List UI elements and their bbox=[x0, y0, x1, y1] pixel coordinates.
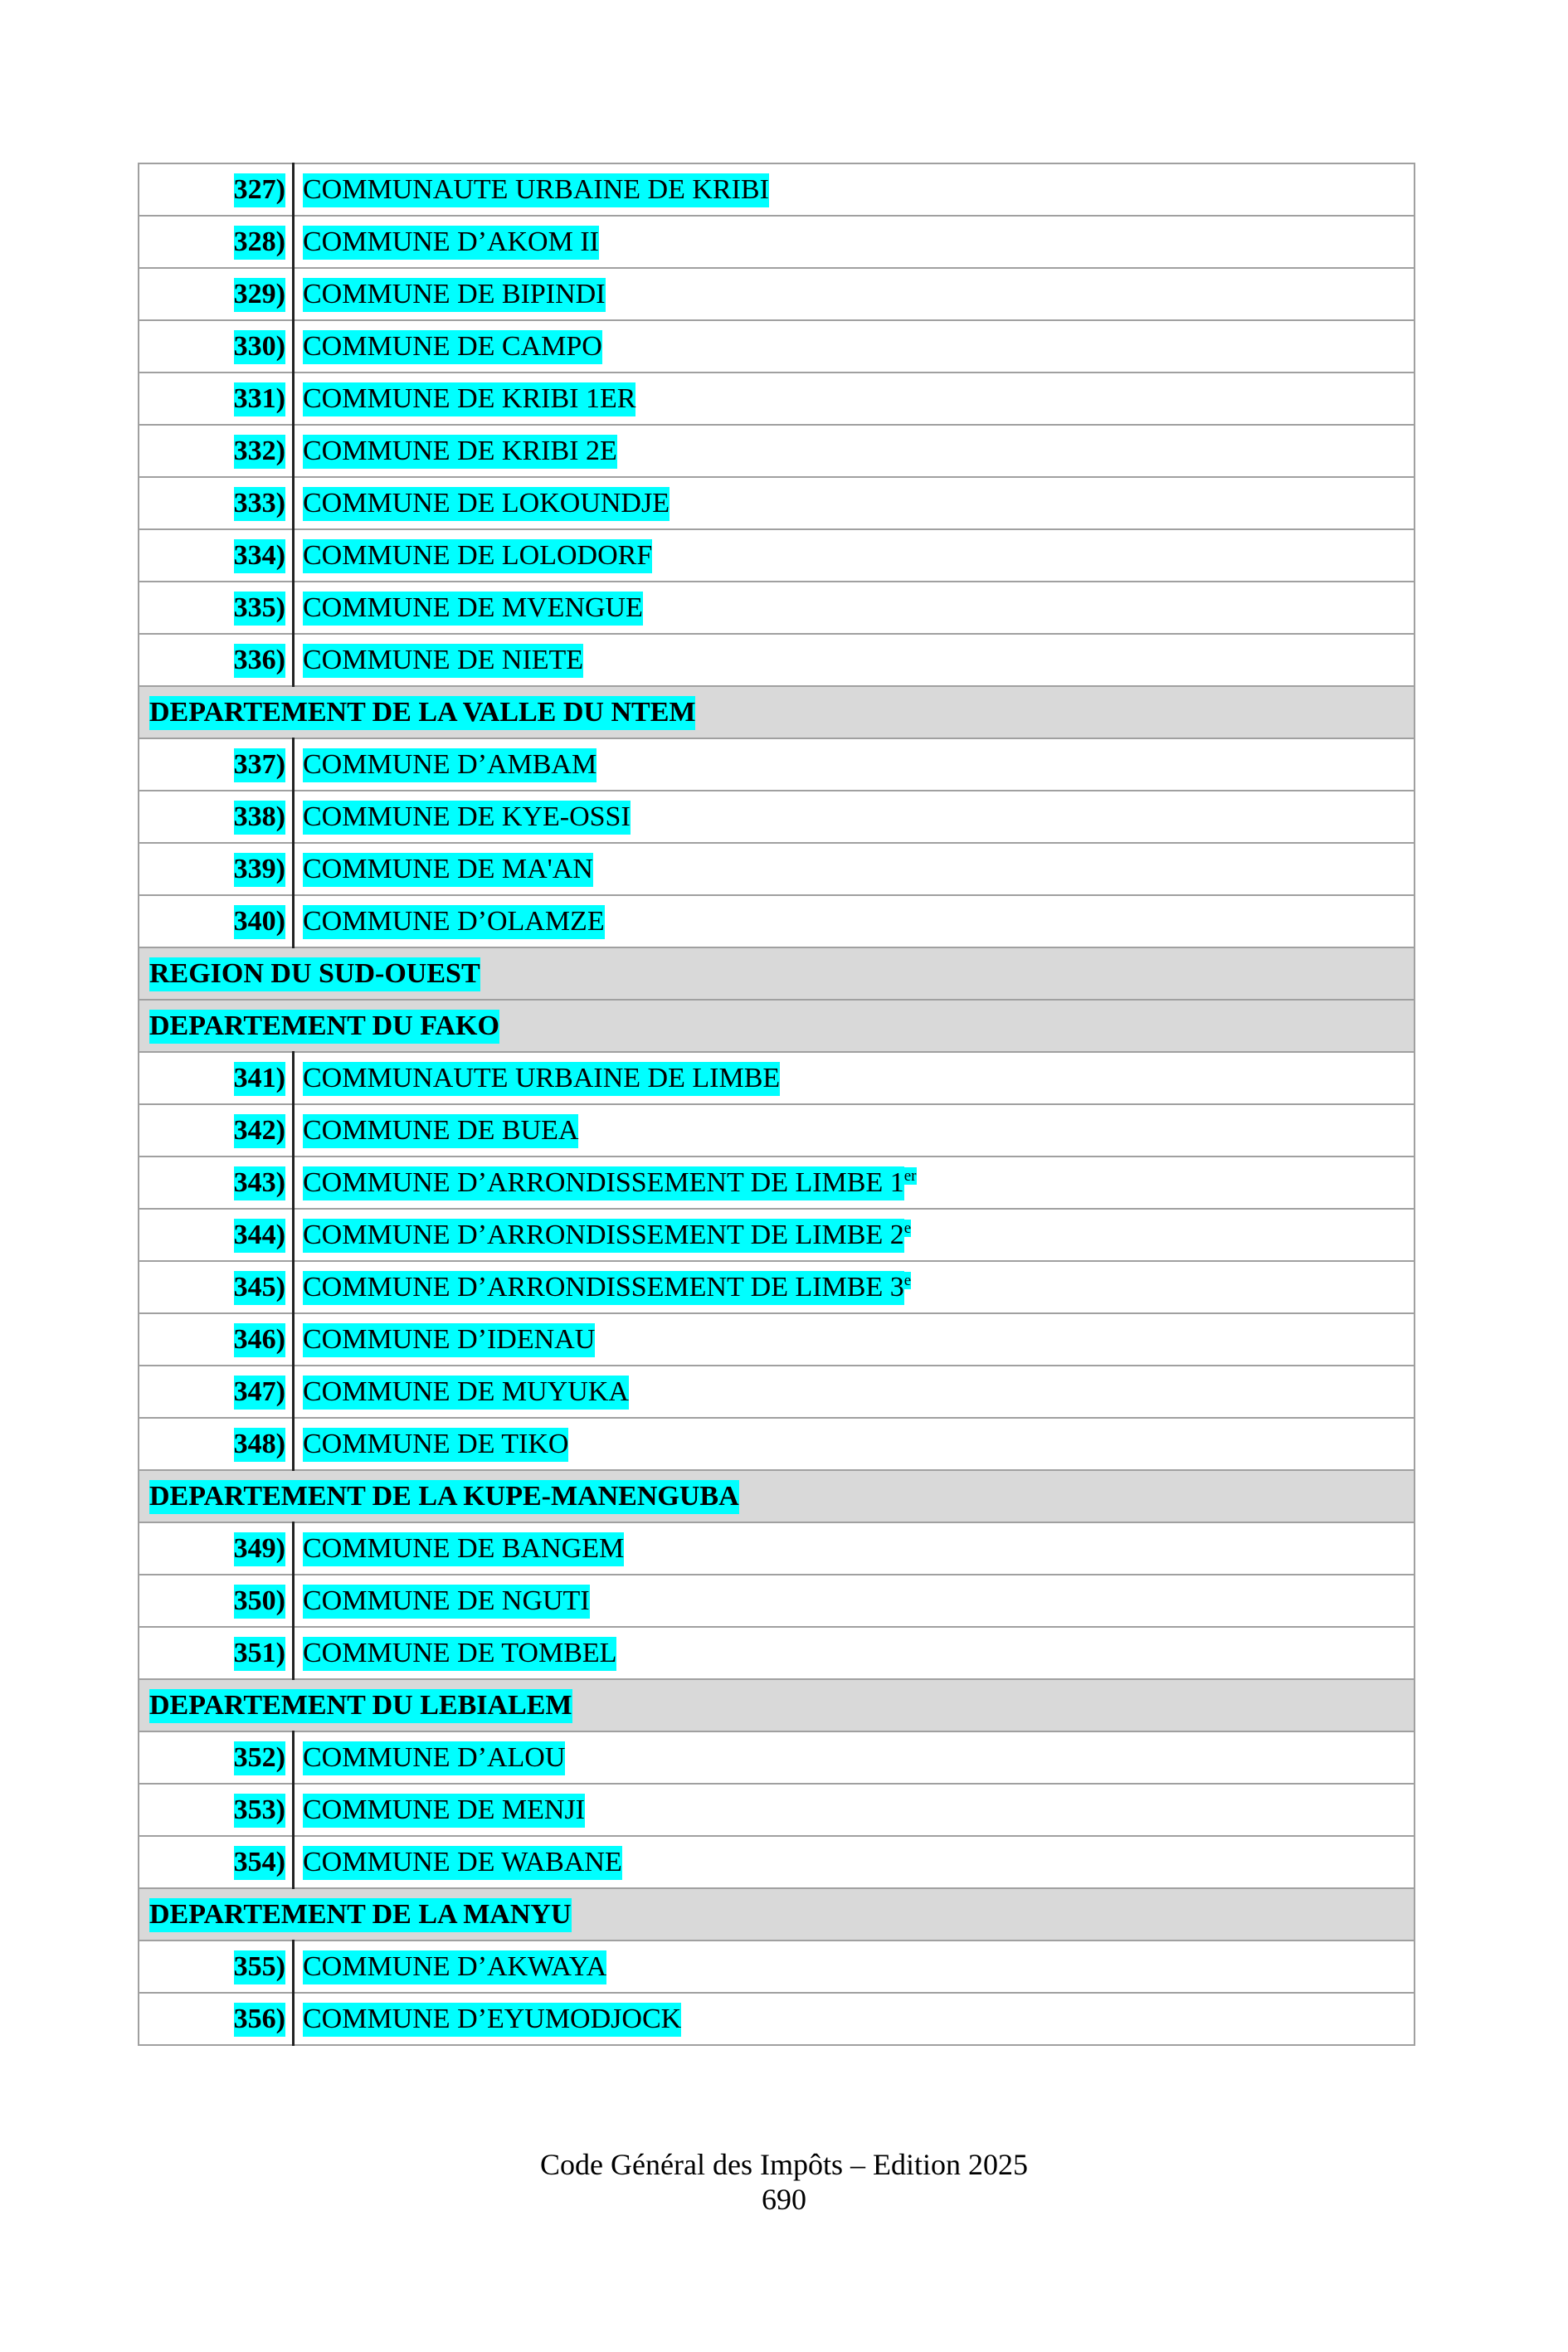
row-number: 352) bbox=[234, 1741, 285, 1775]
row-number: 335) bbox=[234, 592, 285, 626]
ordinal-suffix: e bbox=[903, 1220, 912, 1238]
section-header-cell bbox=[139, 1000, 1415, 1052]
commune-name-cell bbox=[294, 1157, 1415, 1209]
commune-name: COMMUNE D’IDENAU bbox=[303, 1323, 595, 1357]
commune-name: COMMUNE DE LOKOUNDJE bbox=[303, 487, 670, 521]
section-header-text: DEPARTEMENT DE LA KUPE-MANENGUBA bbox=[149, 1480, 739, 1514]
table-row bbox=[139, 1261, 1415, 1313]
commune-name-cell bbox=[294, 216, 1415, 268]
commune-name: COMMUNE DE BUEA bbox=[303, 1114, 578, 1148]
commune-name: COMMUNE D’ARRONDISSEMENT DE LIMBE 2 bbox=[303, 1219, 904, 1253]
table-row bbox=[139, 1993, 1415, 2045]
table-row bbox=[139, 1731, 1415, 1784]
commune-name: COMMUNE DE MENJI bbox=[303, 1794, 585, 1828]
row-number: 353) bbox=[234, 1794, 285, 1828]
row-number: 354) bbox=[234, 1846, 285, 1880]
commune-name: COMMUNE DE BANGEM bbox=[303, 1532, 624, 1566]
table-row bbox=[139, 477, 1415, 529]
row-number-cell bbox=[139, 1418, 294, 1470]
commune-name-cell bbox=[294, 1731, 1415, 1784]
commune-name: COMMUNE D’EYUMODJOCK bbox=[303, 2003, 681, 2037]
row-number-cell bbox=[139, 1313, 294, 1366]
commune-name-cell bbox=[294, 163, 1415, 216]
table-row bbox=[139, 425, 1415, 477]
row-number: 342) bbox=[234, 1114, 285, 1148]
communes-table bbox=[138, 163, 1415, 2046]
commune-name-cell bbox=[294, 791, 1415, 843]
commune-name: COMMUNAUTE URBAINE DE LIMBE bbox=[303, 1062, 780, 1096]
row-number-cell bbox=[139, 1993, 294, 2045]
row-number-cell bbox=[139, 529, 294, 582]
row-number-cell bbox=[139, 843, 294, 895]
row-number-cell bbox=[139, 320, 294, 373]
row-number: 341) bbox=[234, 1062, 285, 1096]
commune-name-cell bbox=[294, 1366, 1415, 1418]
commune-name: COMMUNE DE KRIBI 2E bbox=[303, 435, 617, 469]
table-row bbox=[139, 582, 1415, 634]
commune-name-cell bbox=[294, 1993, 1415, 2045]
commune-name-cell bbox=[294, 1418, 1415, 1470]
row-number: 328) bbox=[234, 226, 285, 260]
table-row bbox=[139, 1366, 1415, 1418]
table-row bbox=[139, 1418, 1415, 1470]
row-number: 346) bbox=[234, 1323, 285, 1357]
commune-name-cell bbox=[294, 738, 1415, 791]
commune-name-cell bbox=[294, 1627, 1415, 1679]
commune-name: COMMUNE DE CAMPO bbox=[303, 330, 602, 364]
table-row bbox=[139, 634, 1415, 686]
commune-name: COMMUNE DE BIPINDI bbox=[303, 278, 606, 312]
row-number-cell bbox=[139, 1366, 294, 1418]
commune-name-cell bbox=[294, 582, 1415, 634]
table-row bbox=[139, 1157, 1415, 1209]
row-number: 333) bbox=[234, 487, 285, 521]
row-number: 334) bbox=[234, 539, 285, 573]
section-header-cell bbox=[139, 1888, 1415, 1941]
commune-name: COMMUNE DE KYE-OSSI bbox=[303, 801, 631, 835]
section-header-row bbox=[139, 1888, 1415, 1941]
row-number-cell bbox=[139, 1209, 294, 1261]
row-number: 343) bbox=[234, 1166, 285, 1200]
commune-name-cell bbox=[294, 1522, 1415, 1575]
row-number: 345) bbox=[234, 1271, 285, 1305]
section-header-text: DEPARTEMENT DE LA VALLE DU NTEM bbox=[149, 696, 695, 730]
commune-name-cell bbox=[294, 529, 1415, 582]
row-number: 355) bbox=[234, 1950, 285, 1984]
commune-name-cell bbox=[294, 1209, 1415, 1261]
commune-name-cell bbox=[294, 477, 1415, 529]
row-number: 344) bbox=[234, 1219, 285, 1253]
commune-name: COMMUNAUTE URBAINE DE KRIBI bbox=[303, 173, 769, 207]
section-header-cell bbox=[139, 1679, 1415, 1731]
row-number: 350) bbox=[234, 1585, 285, 1619]
section-header-cell bbox=[139, 686, 1415, 738]
commune-name: COMMUNE D’OLAMZE bbox=[303, 905, 605, 939]
table-row bbox=[139, 529, 1415, 582]
row-number-cell bbox=[139, 1836, 294, 1888]
commune-name: COMMUNE D’AMBAM bbox=[303, 748, 597, 782]
commune-name: COMMUNE D’ARRONDISSEMENT DE LIMBE 3 bbox=[303, 1271, 904, 1305]
row-number: 339) bbox=[234, 853, 285, 887]
table-row bbox=[139, 1627, 1415, 1679]
row-number-cell bbox=[139, 1627, 294, 1679]
row-number: 327) bbox=[234, 173, 285, 207]
row-number-cell bbox=[139, 582, 294, 634]
row-number-cell bbox=[139, 791, 294, 843]
section-header-row bbox=[139, 947, 1415, 1000]
row-number-cell bbox=[139, 1052, 294, 1104]
commune-name-cell bbox=[294, 320, 1415, 373]
row-number-cell bbox=[139, 163, 294, 216]
row-number: 332) bbox=[234, 435, 285, 469]
table-row bbox=[139, 1575, 1415, 1627]
row-number-cell bbox=[139, 1941, 294, 1993]
commune-name: COMMUNE DE TOMBEL bbox=[303, 1637, 616, 1671]
footer-title: Code Général des Impôts – Edition 2025 bbox=[540, 2148, 1028, 2181]
row-number: 336) bbox=[234, 644, 285, 678]
table-row bbox=[139, 843, 1415, 895]
commune-name: COMMUNE D’AKWAYA bbox=[303, 1950, 606, 1984]
row-number: 329) bbox=[234, 278, 285, 312]
section-header-text: DEPARTEMENT DU LEBIALEM bbox=[149, 1689, 572, 1723]
commune-name-cell bbox=[294, 425, 1415, 477]
row-number-cell bbox=[139, 738, 294, 791]
row-number: 356) bbox=[234, 2003, 285, 2037]
communes-table-body bbox=[139, 163, 1415, 2045]
commune-name: COMMUNE DE NGUTI bbox=[303, 1585, 590, 1619]
ordinal-suffix: er bbox=[903, 1167, 917, 1186]
commune-name-cell bbox=[294, 634, 1415, 686]
row-number-cell bbox=[139, 1261, 294, 1313]
table-row bbox=[139, 216, 1415, 268]
row-number-cell bbox=[139, 373, 294, 425]
section-header-cell bbox=[139, 947, 1415, 1000]
table-row bbox=[139, 1836, 1415, 1888]
commune-name-cell bbox=[294, 1104, 1415, 1157]
row-number-cell bbox=[139, 1104, 294, 1157]
table-row bbox=[139, 1941, 1415, 1993]
section-header-row bbox=[139, 1470, 1415, 1522]
commune-name: COMMUNE D’ALOU bbox=[303, 1741, 565, 1775]
commune-name-cell bbox=[294, 1313, 1415, 1366]
table-row bbox=[139, 163, 1415, 216]
row-number-cell bbox=[139, 268, 294, 320]
ordinal-suffix: e bbox=[903, 1272, 912, 1290]
row-number-cell bbox=[139, 1157, 294, 1209]
commune-name-cell bbox=[294, 373, 1415, 425]
row-number-cell bbox=[139, 895, 294, 947]
section-header-row bbox=[139, 1000, 1415, 1052]
row-number: 347) bbox=[234, 1376, 285, 1410]
row-number: 337) bbox=[234, 748, 285, 782]
commune-name-cell bbox=[294, 1261, 1415, 1313]
table-row bbox=[139, 1104, 1415, 1157]
commune-name-cell bbox=[294, 895, 1415, 947]
row-number-cell bbox=[139, 425, 294, 477]
commune-name: COMMUNE DE NIETE bbox=[303, 644, 583, 678]
row-number: 331) bbox=[234, 382, 285, 416]
commune-name-cell bbox=[294, 1836, 1415, 1888]
commune-name: COMMUNE DE WABANE bbox=[303, 1846, 622, 1880]
table-row bbox=[139, 895, 1415, 947]
section-header-row bbox=[139, 686, 1415, 738]
commune-name: COMMUNE D’ARRONDISSEMENT DE LIMBE 1 bbox=[303, 1166, 904, 1200]
commune-name: COMMUNE DE MA'AN bbox=[303, 853, 593, 887]
row-number-cell bbox=[139, 1522, 294, 1575]
row-number: 348) bbox=[234, 1428, 285, 1462]
section-header-text: REGION DU SUD-OUEST bbox=[149, 957, 480, 991]
commune-name: COMMUNE DE TIKO bbox=[303, 1428, 568, 1462]
row-number: 349) bbox=[234, 1532, 285, 1566]
commune-name: COMMUNE DE MUYUKA bbox=[303, 1376, 629, 1410]
table-row bbox=[139, 738, 1415, 791]
section-header-row bbox=[139, 1679, 1415, 1731]
table-row bbox=[139, 268, 1415, 320]
row-number: 330) bbox=[234, 330, 285, 364]
page-footer bbox=[0, 2147, 1568, 2217]
commune-name: COMMUNE D’AKOM II bbox=[303, 226, 599, 260]
commune-name-cell bbox=[294, 1052, 1415, 1104]
table-row bbox=[139, 373, 1415, 425]
row-number: 351) bbox=[234, 1637, 285, 1671]
row-number-cell bbox=[139, 477, 294, 529]
page-number: 690 bbox=[762, 2183, 806, 2216]
section-header-text: DEPARTEMENT DE LA MANYU bbox=[149, 1898, 572, 1932]
row-number-cell bbox=[139, 1575, 294, 1627]
commune-name-cell bbox=[294, 268, 1415, 320]
table-row bbox=[139, 1784, 1415, 1836]
table-row bbox=[139, 791, 1415, 843]
row-number: 338) bbox=[234, 801, 285, 835]
table-row bbox=[139, 1052, 1415, 1104]
table-row bbox=[139, 320, 1415, 373]
row-number-cell bbox=[139, 1784, 294, 1836]
table-row bbox=[139, 1313, 1415, 1366]
commune-name: COMMUNE DE LOLODORF bbox=[303, 539, 652, 573]
table-row bbox=[139, 1522, 1415, 1575]
table-row bbox=[139, 1209, 1415, 1261]
row-number: 340) bbox=[234, 905, 285, 939]
commune-name: COMMUNE DE KRIBI 1ER bbox=[303, 382, 635, 416]
commune-name: COMMUNE DE MVENGUE bbox=[303, 592, 643, 626]
commune-name-cell bbox=[294, 1575, 1415, 1627]
commune-name-cell bbox=[294, 1941, 1415, 1993]
section-header-text: DEPARTEMENT DU FAKO bbox=[149, 1010, 499, 1044]
commune-name-cell bbox=[294, 1784, 1415, 1836]
row-number-cell bbox=[139, 634, 294, 686]
row-number-cell bbox=[139, 216, 294, 268]
section-header-cell bbox=[139, 1470, 1415, 1522]
row-number-cell bbox=[139, 1731, 294, 1784]
commune-name-cell bbox=[294, 843, 1415, 895]
